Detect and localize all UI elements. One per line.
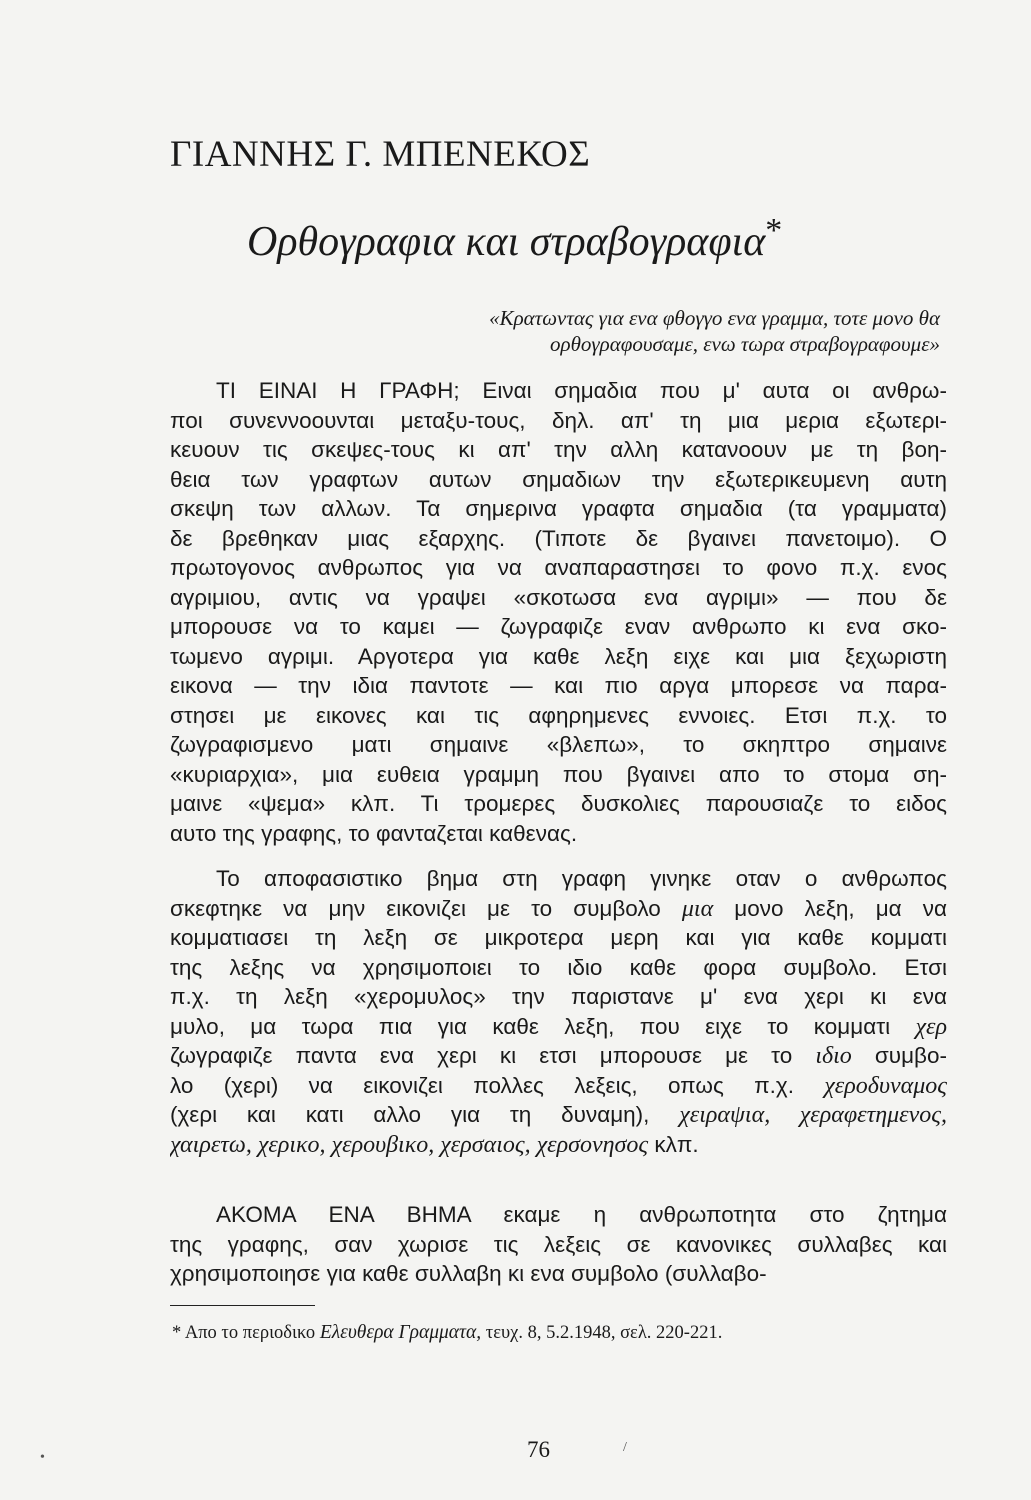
paragraph-2 <box>170 864 947 1159</box>
paragraph1-line <box>170 406 947 436</box>
paragraph1-line <box>170 642 947 672</box>
text-run: «κυριαρχια», μια ευθεια γραμμη που βγαινει απο το στομα ση- <box>170 761 947 787</box>
text-run: κευουν τις σκεψες-τους κι απ' την αλλη κατανοουν με τη βοη- <box>170 437 947 462</box>
paragraph-1 <box>170 376 947 848</box>
text-run: μπορουσε να το καμει — ζωγραφιζε εναν ανθρωπο κι ενα σκο- <box>170 614 947 639</box>
paragraph-3 <box>170 1200 947 1289</box>
paragraph3-line <box>170 1259 947 1289</box>
text-run: αυτο της γραφης, το φανταζεται καθενας. <box>170 820 578 846</box>
author-heading: ΓΙΑΝΝΗΣ Γ. ΜΠΕΝΕΚΟΣ <box>170 134 591 175</box>
text-run: της λεξης να χρησιμοποιει το ιδιο καθε φορα συμβολο. Ετσι <box>170 954 947 980</box>
italic-word: χερ <box>915 1013 947 1040</box>
title-footnote-marker: * <box>765 212 783 249</box>
paragraph2-line <box>170 1041 947 1071</box>
paragraph1-line <box>170 583 947 613</box>
text-run: σκεφτηκε να μην εικονιζει με το συμβολο <box>170 895 682 921</box>
text-run: κλπ. <box>648 1131 699 1157</box>
paragraph1-line <box>170 524 947 554</box>
paragraph2-line <box>170 1071 947 1101</box>
epigraph-line: ορθογραφουσαμε, ενω τωρα στραβογραφουμε» <box>550 332 940 356</box>
text-run: ζωγραφιζε παντα ενα χερι κι ετσι μπορουσε με το <box>170 1043 816 1068</box>
paragraph2-line <box>170 1012 947 1042</box>
text-run: λο (χερι) να εικονιζει πολλες λεξεις, οπως π.χ. <box>170 1072 825 1098</box>
text-run: σκεψη των αλλων. Τα σημερινα γραφτα σημαδια (τα γραμματα) <box>170 496 947 521</box>
text-run: ζωγραφισμενο ματι σημαινε «βλεπω», το σκηπτρο σημαινε <box>170 732 947 757</box>
footnote-marker: * <box>172 1323 182 1343</box>
stray-dot: • <box>40 1450 45 1465</box>
text-run: ΑΚΟΜΑ ΕΝΑ ΒΗΜΑ εκαμε η ανθρωποτητα στο ζητημα <box>216 1202 947 1227</box>
text-run: εικονα — την ιδια παντοτε — και πιο αργα μπορεσε να παρα- <box>170 673 947 698</box>
text-run: κομματιασει τη λεξη σε μικροτερα μερη και για καθε κομματι <box>170 925 947 950</box>
text-run: μονο λεξη, μα να <box>713 895 947 921</box>
stray-mark: / <box>623 1440 627 1455</box>
italic-word: ιδιο <box>815 1043 852 1069</box>
footnote-rule <box>170 1305 315 1306</box>
epigraph <box>300 305 940 357</box>
text-run: π.χ. τη λεξη «χερομυλος» την παριστανε μ' ενα χερι κι ενα <box>170 984 947 1009</box>
paragraph1-line <box>170 612 947 642</box>
text-run: (χερι και κατι αλλο για τη δυναμη), <box>170 1102 680 1127</box>
text-run: ΤΙ ΕΙΝΑΙ Η ΓΡΑΦΗ; Ειναι σημαδια που μ' αυτα οι ανθρω- <box>216 378 947 403</box>
italic-word: χαιρετω, χερικο, χερουβικο, χερσαιος, χερσονησος <box>170 1131 649 1158</box>
text-run: ποι συνεννοουνται μεταξυ-τους, δηλ. απ' τη μια μερια εξωτερι- <box>170 407 947 433</box>
text-run: μαινε «ψεμα» κλπ. Τι τρομερες δυσκολιες παρουσιαζε το ειδος <box>170 791 947 816</box>
text-run: της γραφης, σαν χωρισε τις λεξεις σε κανονικες συλλαβες και <box>170 1231 947 1257</box>
paragraph1-line <box>170 730 947 760</box>
text-run: στησει με εικονες και τις αφηρημενες εννοιες. Ετσι π.χ. το <box>170 702 947 728</box>
paragraph1-line <box>170 465 947 495</box>
article-title <box>247 212 782 266</box>
text-run: αγριμιου, αντις να γραψει «σκοτωσα ενα αγριμι» — που δε <box>170 584 947 610</box>
epigraph-line: «Κρατωντας για ενα φθογγο ενα γραμμα, τοτε μονο θα <box>489 306 940 330</box>
paragraph2-line <box>170 923 947 953</box>
footnote-suffix: τευχ. 8, 5.2.1948, σελ. 220-221. <box>481 1323 723 1343</box>
paragraph1-line <box>170 553 947 583</box>
paragraph3-line <box>170 1230 947 1260</box>
text-run: χρησιμοποιησε για καθε συλλαβη κι ενα συμβολο (συλλαβο- <box>170 1261 767 1286</box>
italic-word: χεροδυναμος <box>824 1072 947 1099</box>
text-run: τωμενο αγριμι. Αργοτερα για καθε λεξη ειχε και μια ξεχωριστη <box>170 643 947 669</box>
footnote-prefix: Απο το περιοδικο <box>184 1323 320 1343</box>
text-run: συμβο- <box>851 1043 947 1068</box>
paragraph2-line <box>170 982 947 1012</box>
paragraph2-line <box>170 953 947 983</box>
paragraph2-line <box>170 1130 947 1160</box>
page-number: 76 <box>527 1437 550 1462</box>
footnote-journal: Ελευθερα Γραμματα, <box>319 1322 482 1343</box>
paragraph1-line <box>170 494 947 524</box>
paragraph2-line <box>170 894 947 924</box>
italic-word: χειραψια, χεραφετημενος, <box>679 1102 947 1128</box>
title-text: Ορθογραφια και στραβογραφια <box>247 219 766 265</box>
paragraph1-line <box>170 671 947 701</box>
text-run: θεια των γραφτων αυτων σημαδιων την εξωτερικευμενη αυτη <box>170 466 947 492</box>
footnote <box>172 1322 722 1344</box>
text-run: μυλο, μα τωρα πια για καθε λεξη, που ειχε το κομματι <box>170 1013 916 1039</box>
paragraph3-line <box>170 1200 947 1230</box>
text-run: Το αποφασιστικο βημα στη γραφη γινηκε οταν ο ανθρωπος <box>216 866 947 891</box>
paragraph1-line <box>170 376 947 406</box>
text-run: πρωτογονος ανθρωπος για να αναπαραστησει το φονο π.χ. ενος <box>170 555 947 580</box>
paragraph1-line <box>170 819 947 849</box>
paragraph1-line <box>170 789 947 819</box>
paragraph2-line <box>170 1100 947 1130</box>
paragraph2-line <box>170 864 947 894</box>
paragraph1-line <box>170 760 947 790</box>
paragraph1-line <box>170 435 947 465</box>
italic-word: μια <box>681 895 714 922</box>
paragraph1-line <box>170 701 947 731</box>
text-run: δε βρεθηκαν μιας εξαρχης. (Τιποτε δε βγαινει πανετοιμο). Ο <box>170 525 947 551</box>
